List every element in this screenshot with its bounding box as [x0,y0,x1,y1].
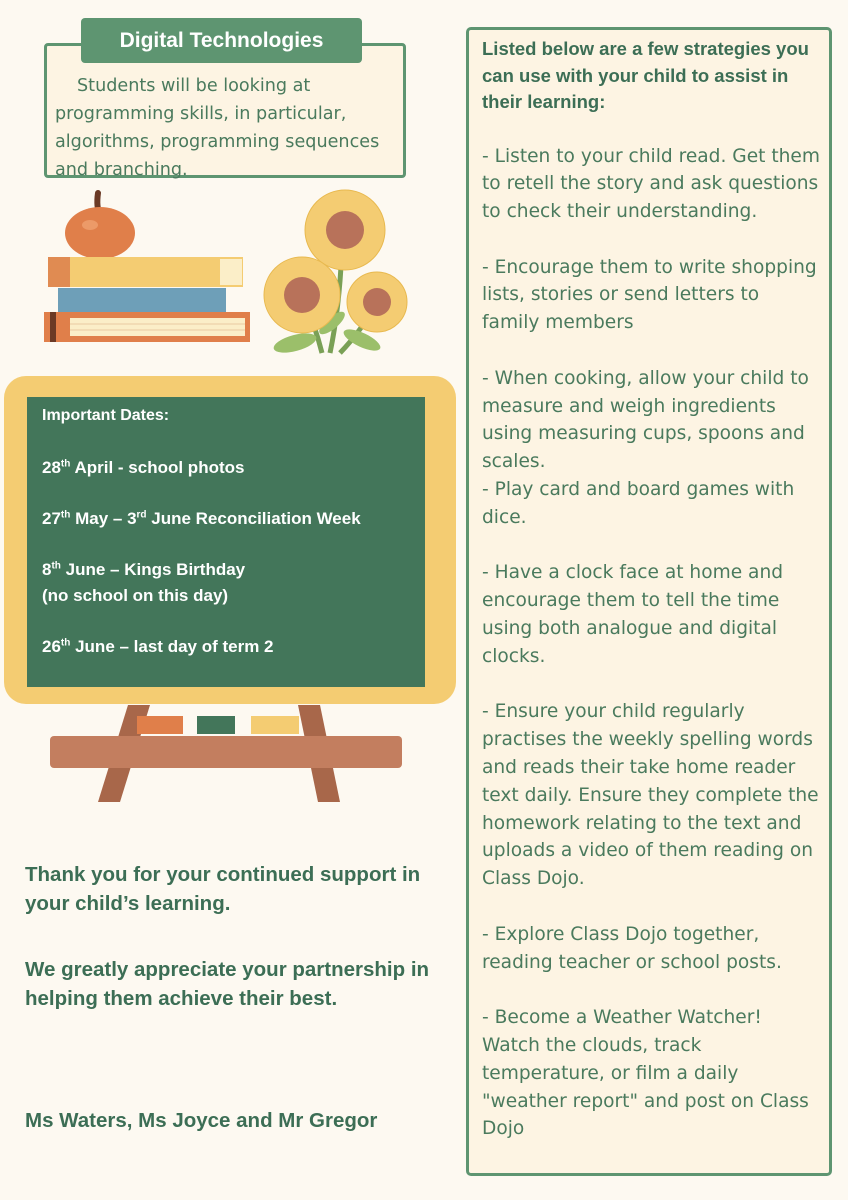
strategies-intro: Listed below are a few strategies you can use with your child to assist in their learning: [482,38,809,112]
chalk-orange-icon [137,716,183,734]
strategy-item: - Have a clock face at home and encourage them to tell the time using both analogue and digital clocks. [482,562,784,667]
easel-stand-illustration [40,700,420,810]
sunflowers-icon [264,190,407,356]
date-item: 8th June – Kings Birthday (no school on this day) [42,560,246,605]
strategy-item: - Ensure your child regularly practises the weekly spelling words and reads their take home reader text daily. Ensure they complete the homework relating to the text and uploads a video of them reading on Class Dojo. [482,701,819,890]
strategy-item: - Listen to your child read. Get them to retell the story and ask questions to check their understanding. [482,145,820,223]
strategy-item: - When cooking, allow your child to measure and weigh ingredients using measuring cups, spoons and scales. [482,367,809,473]
strategy-item: - Encourage them to write shopping lists, stories or send letters to family members [482,256,817,334]
books-and-sunflowers-illustration [40,185,420,365]
signature: Ms Waters, Ms Joyce and Mr Gregor [25,1109,378,1132]
strategy-item: - Explore Class Dojo together, reading teacher or school posts. [482,923,782,973]
important-dates-chalkboard [27,397,425,687]
chalk-green-icon [197,716,235,734]
appreciation-text: We greatly appreciate your partnership in helping them achieve their best. [25,958,430,1010]
date-item: 28th April - school photos [42,458,245,477]
strategies-box [466,27,832,1176]
date-item: 27th May – 3rd June Reconciliation Week [42,509,361,528]
thank-you-text: Thank you for your continued support in your child’s learning. [25,863,421,915]
strategy-item: - Become a Weather Watcher! Watch the clouds, track temperature, or film a daily "weather report" and post on Class Dojo [482,1007,809,1140]
important-dates-title: Important Dates: [42,407,170,424]
chalk-yellow-icon [251,716,299,734]
digital-technologies-text: Students will be looking at programming skills, in particular, algorithms, programming sequences and branching. [55,76,380,180]
books-stack-icon [44,257,250,342]
date-item: 26th June – last day of term 2 [42,637,274,656]
apple-icon [65,193,135,259]
strategy-item: - Play card and board games with dice. [482,479,795,528]
digital-technologies-box [44,43,406,178]
digital-technologies-heading: Digital Technologies [81,18,362,63]
